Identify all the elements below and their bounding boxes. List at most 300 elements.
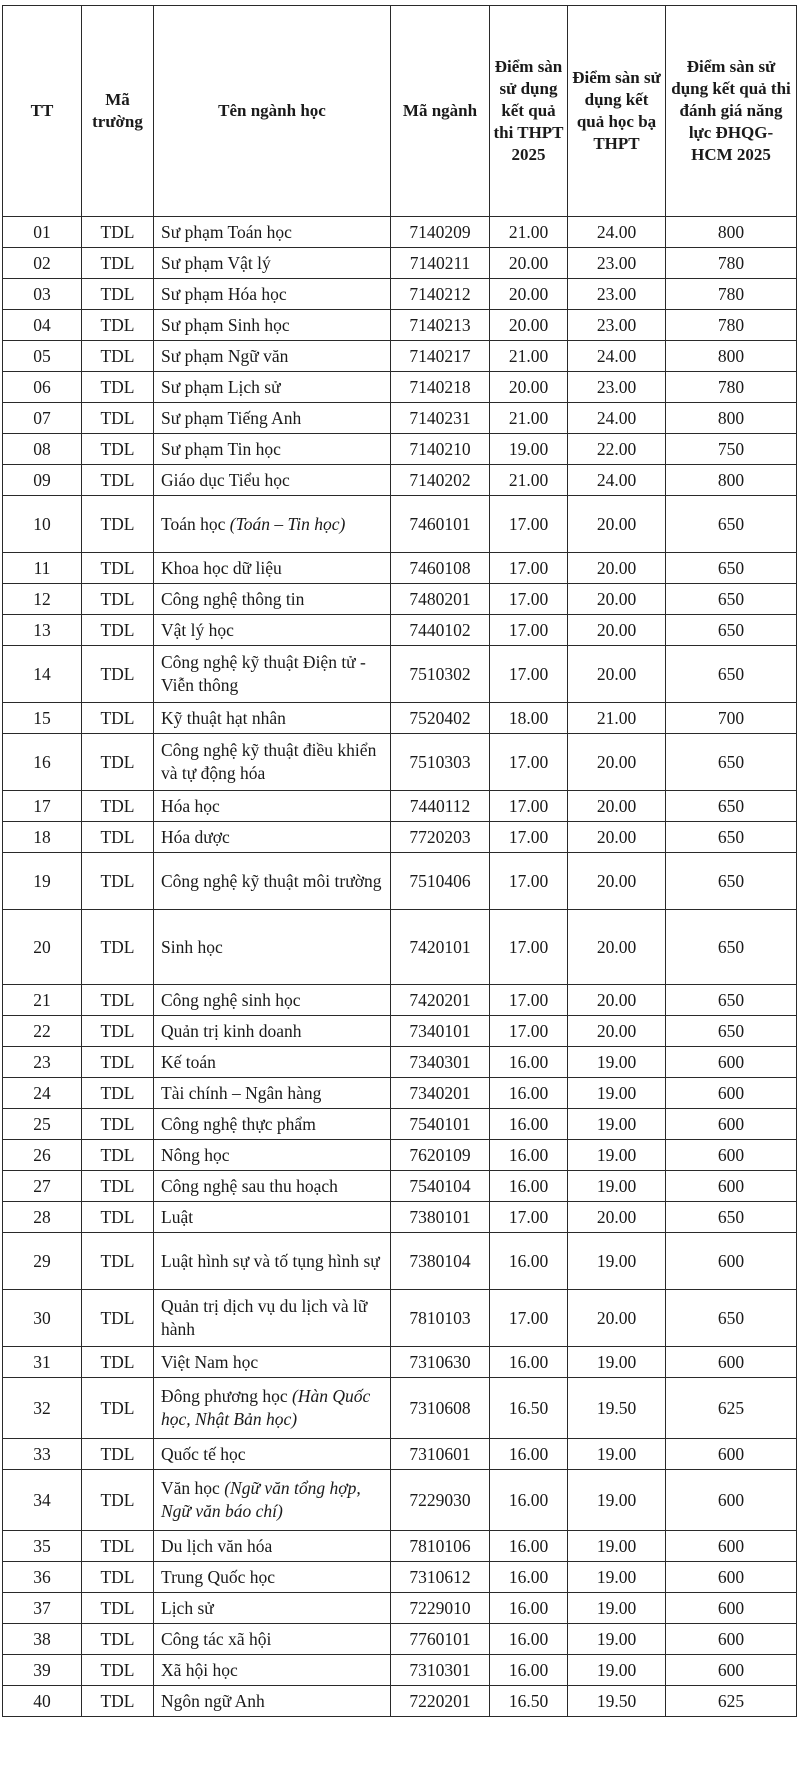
cell-score-dgnl: 650 xyxy=(666,853,797,910)
cell-score-dgnl: 650 xyxy=(666,822,797,853)
major-name: Sư phạm Toán học xyxy=(161,221,292,242)
cell-school-code: TDL xyxy=(82,310,154,341)
major-name: Đông phương học xyxy=(161,1386,293,1406)
cell-score-thpt: 16.00 xyxy=(490,1047,568,1078)
cell-major-code: 7420201 xyxy=(391,985,490,1016)
table-row xyxy=(3,1686,797,1717)
cell-major-name xyxy=(154,1290,391,1347)
cell-tt: 26 xyxy=(3,1140,82,1171)
cell-major-name xyxy=(154,248,391,279)
cell-score-thpt: 16.00 xyxy=(490,1171,568,1202)
cell-school-code: TDL xyxy=(82,1686,154,1717)
cell-major-name xyxy=(154,341,391,372)
major-name: Vật lý học xyxy=(161,619,234,640)
cell-score-thpt: 17.00 xyxy=(490,646,568,703)
cell-school-code: TDL xyxy=(82,372,154,403)
cell-major-code: 7620109 xyxy=(391,1140,490,1171)
cell-score-dgnl: 650 xyxy=(666,985,797,1016)
table-row xyxy=(3,1290,797,1347)
cell-score-hocba: 24.00 xyxy=(568,217,666,248)
cell-tt: 05 xyxy=(3,341,82,372)
major-name: Việt Nam học xyxy=(161,1351,259,1372)
cell-major-name xyxy=(154,310,391,341)
cell-score-thpt: 16.00 xyxy=(490,1439,568,1470)
cell-score-thpt: 20.00 xyxy=(490,279,568,310)
cell-score-dgnl: 600 xyxy=(666,1562,797,1593)
cell-score-dgnl: 650 xyxy=(666,496,797,553)
major-name: Nông học xyxy=(161,1144,230,1165)
cell-score-dgnl: 600 xyxy=(666,1655,797,1686)
cell-tt: 21 xyxy=(3,985,82,1016)
cell-major-name xyxy=(154,279,391,310)
cell-score-dgnl: 600 xyxy=(666,1470,797,1531)
cell-major-code: 7460108 xyxy=(391,553,490,584)
cell-score-hocba: 20.00 xyxy=(568,1202,666,1233)
cell-major-code: 7340301 xyxy=(391,1047,490,1078)
cell-major-name xyxy=(154,1624,391,1655)
table-row xyxy=(3,1624,797,1655)
table-row xyxy=(3,853,797,910)
major-name: Sư phạm Lịch sử xyxy=(161,376,281,397)
major-name: Luật xyxy=(161,1206,194,1227)
table-row xyxy=(3,403,797,434)
cell-score-thpt: 16.00 xyxy=(490,1531,568,1562)
cell-score-thpt: 19.00 xyxy=(490,434,568,465)
cell-score-hocba: 20.00 xyxy=(568,1016,666,1047)
cell-score-dgnl: 780 xyxy=(666,248,797,279)
major-name: Công nghệ kỹ thuật điều khiển và tự động hóa xyxy=(161,740,377,783)
cell-score-dgnl: 650 xyxy=(666,791,797,822)
cell-score-hocba: 21.00 xyxy=(568,703,666,734)
cell-score-thpt: 17.00 xyxy=(490,553,568,584)
cell-score-hocba: 23.00 xyxy=(568,372,666,403)
cell-school-code: TDL xyxy=(82,1290,154,1347)
cell-tt: 23 xyxy=(3,1047,82,1078)
cell-major-code: 7140210 xyxy=(391,434,490,465)
cell-major-name xyxy=(154,1233,391,1290)
cell-tt: 19 xyxy=(3,853,82,910)
cell-major-code: 7229010 xyxy=(391,1593,490,1624)
cell-major-name xyxy=(154,1202,391,1233)
cell-school-code: TDL xyxy=(82,646,154,703)
cell-score-thpt: 17.00 xyxy=(490,910,568,985)
cell-major-code: 7140212 xyxy=(391,279,490,310)
cell-school-code: TDL xyxy=(82,734,154,791)
cell-major-name xyxy=(154,403,391,434)
table-row xyxy=(3,1439,797,1470)
cell-tt: 30 xyxy=(3,1290,82,1347)
cell-score-hocba: 24.00 xyxy=(568,465,666,496)
cell-score-dgnl: 800 xyxy=(666,465,797,496)
cell-tt: 32 xyxy=(3,1378,82,1439)
cell-school-code: TDL xyxy=(82,217,154,248)
cell-school-code: TDL xyxy=(82,1624,154,1655)
cell-school-code: TDL xyxy=(82,1593,154,1624)
cell-major-name xyxy=(154,1562,391,1593)
cell-tt: 10 xyxy=(3,496,82,553)
table-row xyxy=(3,341,797,372)
cell-major-name xyxy=(154,1470,391,1531)
major-name: Luật hình sự và tố tụng hình sự xyxy=(161,1250,380,1271)
cell-major-code: 7340101 xyxy=(391,1016,490,1047)
cell-score-dgnl: 780 xyxy=(666,279,797,310)
cell-school-code: TDL xyxy=(82,985,154,1016)
cell-score-thpt: 16.00 xyxy=(490,1655,568,1686)
cell-school-code: TDL xyxy=(82,1655,154,1686)
cell-score-hocba: 23.00 xyxy=(568,310,666,341)
cell-school-code: TDL xyxy=(82,822,154,853)
cell-major-name xyxy=(154,1347,391,1378)
cell-tt: 15 xyxy=(3,703,82,734)
cell-major-code: 7510406 xyxy=(391,853,490,910)
cell-school-code: TDL xyxy=(82,1439,154,1470)
cell-major-name xyxy=(154,372,391,403)
cell-score-thpt: 16.00 xyxy=(490,1593,568,1624)
cell-score-hocba: 20.00 xyxy=(568,646,666,703)
cell-score-dgnl: 600 xyxy=(666,1624,797,1655)
cell-major-name xyxy=(154,553,391,584)
cell-score-thpt: 17.00 xyxy=(490,822,568,853)
major-name: Giáo dục Tiểu học xyxy=(161,469,290,490)
cell-major-code: 7140218 xyxy=(391,372,490,403)
header-diem-dgnl: Điểm sàn sử dụng kết quả thi đánh giá năng lực ĐHQG-HCM 2025 xyxy=(666,6,797,217)
major-name: Quản trị dịch vụ du lịch và lữ hành xyxy=(161,1296,368,1339)
cell-major-code: 7720203 xyxy=(391,822,490,853)
cell-major-name xyxy=(154,1140,391,1171)
cell-major-code: 7540104 xyxy=(391,1171,490,1202)
cell-score-dgnl: 600 xyxy=(666,1078,797,1109)
cell-tt: 38 xyxy=(3,1624,82,1655)
cell-major-code: 7380104 xyxy=(391,1233,490,1290)
cell-school-code: TDL xyxy=(82,553,154,584)
major-note: (Toán – Tin học) xyxy=(229,513,346,534)
cell-school-code: TDL xyxy=(82,341,154,372)
cell-major-code: 7810103 xyxy=(391,1290,490,1347)
cell-score-dgnl: 600 xyxy=(666,1047,797,1078)
table-row xyxy=(3,584,797,615)
cell-score-hocba: 19.00 xyxy=(568,1171,666,1202)
major-name: Sư phạm Ngữ văn xyxy=(161,345,289,366)
major-name: Tài chính – Ngân hàng xyxy=(161,1082,322,1103)
cell-major-code: 7310601 xyxy=(391,1439,490,1470)
major-name: Ngôn ngữ Anh xyxy=(161,1690,265,1711)
cell-score-hocba: 20.00 xyxy=(568,615,666,646)
table-row xyxy=(3,1347,797,1378)
cell-score-thpt: 17.00 xyxy=(490,985,568,1016)
cell-score-thpt: 20.00 xyxy=(490,248,568,279)
cell-major-name xyxy=(154,1378,391,1439)
cell-score-dgnl: 800 xyxy=(666,403,797,434)
major-name: Khoa học dữ liệu xyxy=(161,557,282,578)
major-name: Quản trị kinh doanh xyxy=(161,1020,302,1041)
cell-score-thpt: 17.00 xyxy=(490,1202,568,1233)
cell-score-thpt: 16.00 xyxy=(490,1078,568,1109)
cell-school-code: TDL xyxy=(82,703,154,734)
cell-major-name xyxy=(154,703,391,734)
table-row xyxy=(3,703,797,734)
cell-score-hocba: 24.00 xyxy=(568,341,666,372)
cell-score-thpt: 16.00 xyxy=(490,1233,568,1290)
cell-major-name xyxy=(154,496,391,553)
cell-school-code: TDL xyxy=(82,279,154,310)
cell-tt: 37 xyxy=(3,1593,82,1624)
major-name: Toán học xyxy=(161,513,230,534)
table-row xyxy=(3,496,797,553)
table-row xyxy=(3,822,797,853)
cell-score-dgnl: 800 xyxy=(666,341,797,372)
cell-tt: 20 xyxy=(3,910,82,985)
cell-tt: 28 xyxy=(3,1202,82,1233)
cell-major-code: 7440102 xyxy=(391,615,490,646)
cell-score-dgnl: 625 xyxy=(666,1378,797,1439)
cell-score-dgnl: 600 xyxy=(666,1233,797,1290)
cell-score-hocba: 19.00 xyxy=(568,1531,666,1562)
major-name: Công nghệ thông tin xyxy=(161,588,305,609)
cell-major-name xyxy=(154,646,391,703)
cell-tt: 29 xyxy=(3,1233,82,1290)
header-ma-nganh: Mã ngành xyxy=(391,6,490,217)
cell-tt: 13 xyxy=(3,615,82,646)
cell-major-name xyxy=(154,1686,391,1717)
cell-school-code: TDL xyxy=(82,496,154,553)
cell-school-code: TDL xyxy=(82,434,154,465)
table-row xyxy=(3,1109,797,1140)
cell-score-thpt: 21.00 xyxy=(490,465,568,496)
table-row xyxy=(3,279,797,310)
header-ten-nganh: Tên ngành học xyxy=(154,6,391,217)
table-row xyxy=(3,1047,797,1078)
table-row xyxy=(3,248,797,279)
cell-major-name xyxy=(154,985,391,1016)
cell-score-thpt: 21.00 xyxy=(490,403,568,434)
cell-major-name xyxy=(154,615,391,646)
cell-score-dgnl: 600 xyxy=(666,1439,797,1470)
cell-tt: 04 xyxy=(3,310,82,341)
admission-score-table xyxy=(2,5,797,1717)
cell-major-name xyxy=(154,1109,391,1140)
table-row xyxy=(3,1078,797,1109)
cell-major-code: 7510303 xyxy=(391,734,490,791)
major-name: Lịch sử xyxy=(161,1597,214,1618)
cell-score-dgnl: 650 xyxy=(666,1290,797,1347)
cell-score-dgnl: 800 xyxy=(666,217,797,248)
cell-score-hocba: 20.00 xyxy=(568,1290,666,1347)
cell-score-dgnl: 600 xyxy=(666,1109,797,1140)
cell-score-dgnl: 750 xyxy=(666,434,797,465)
major-name: Du lịch văn hóa xyxy=(161,1535,273,1556)
cell-major-code: 7480201 xyxy=(391,584,490,615)
cell-score-hocba: 19.00 xyxy=(568,1109,666,1140)
cell-school-code: TDL xyxy=(82,1470,154,1531)
cell-tt: 34 xyxy=(3,1470,82,1531)
table-row xyxy=(3,1140,797,1171)
cell-tt: 39 xyxy=(3,1655,82,1686)
cell-score-thpt: 20.00 xyxy=(490,372,568,403)
cell-score-thpt: 16.00 xyxy=(490,1562,568,1593)
cell-score-thpt: 16.50 xyxy=(490,1686,568,1717)
cell-score-dgnl: 650 xyxy=(666,615,797,646)
cell-major-code: 7310612 xyxy=(391,1562,490,1593)
cell-score-thpt: 16.00 xyxy=(490,1470,568,1531)
cell-tt: 17 xyxy=(3,791,82,822)
major-name: Công nghệ thực phẩm xyxy=(161,1113,316,1134)
cell-score-dgnl: 780 xyxy=(666,310,797,341)
cell-score-hocba: 19.00 xyxy=(568,1233,666,1290)
header-row xyxy=(3,6,797,217)
major-name: Sư phạm Hóa học xyxy=(161,283,287,304)
major-name: Công nghệ sinh học xyxy=(161,989,301,1010)
cell-major-code: 7310301 xyxy=(391,1655,490,1686)
cell-school-code: TDL xyxy=(82,1233,154,1290)
cell-tt: 03 xyxy=(3,279,82,310)
table-row xyxy=(3,1016,797,1047)
cell-major-name xyxy=(154,1439,391,1470)
cell-score-dgnl: 650 xyxy=(666,553,797,584)
cell-major-name xyxy=(154,1593,391,1624)
cell-major-code: 7420101 xyxy=(391,910,490,985)
major-name: Sư phạm Tiếng Anh xyxy=(161,407,302,428)
cell-tt: 11 xyxy=(3,553,82,584)
cell-major-code: 7460101 xyxy=(391,496,490,553)
major-name: Xã hội học xyxy=(161,1659,238,1680)
cell-score-hocba: 19.00 xyxy=(568,1078,666,1109)
table-row xyxy=(3,1233,797,1290)
cell-tt: 16 xyxy=(3,734,82,791)
cell-score-dgnl: 600 xyxy=(666,1140,797,1171)
cell-score-hocba: 20.00 xyxy=(568,553,666,584)
table-row xyxy=(3,1202,797,1233)
cell-score-hocba: 19.00 xyxy=(568,1470,666,1531)
cell-score-dgnl: 650 xyxy=(666,646,797,703)
cell-score-thpt: 21.00 xyxy=(490,341,568,372)
table-row xyxy=(3,372,797,403)
cell-school-code: TDL xyxy=(82,1078,154,1109)
major-name: Trung Quốc học xyxy=(161,1566,276,1587)
cell-score-dgnl: 780 xyxy=(666,372,797,403)
major-name: Sư phạm Sinh học xyxy=(161,314,290,335)
major-name: Sư phạm Tin học xyxy=(161,438,281,459)
cell-score-hocba: 19.00 xyxy=(568,1347,666,1378)
cell-major-code: 7520402 xyxy=(391,703,490,734)
cell-major-code: 7140231 xyxy=(391,403,490,434)
cell-score-hocba: 19.50 xyxy=(568,1686,666,1717)
major-name: Công nghệ kỹ thuật môi trường xyxy=(161,870,382,891)
cell-score-dgnl: 700 xyxy=(666,703,797,734)
cell-major-code: 7380101 xyxy=(391,1202,490,1233)
cell-score-thpt: 17.00 xyxy=(490,584,568,615)
table-row xyxy=(3,217,797,248)
cell-score-thpt: 17.00 xyxy=(490,734,568,791)
cell-school-code: TDL xyxy=(82,403,154,434)
cell-score-hocba: 20.00 xyxy=(568,584,666,615)
cell-score-hocba: 22.00 xyxy=(568,434,666,465)
major-name: Công nghệ kỹ thuật Điện tử - Viễn thông xyxy=(161,652,366,695)
cell-score-hocba: 23.00 xyxy=(568,279,666,310)
cell-score-hocba: 24.00 xyxy=(568,403,666,434)
cell-score-thpt: 16.00 xyxy=(490,1624,568,1655)
table-row xyxy=(3,1562,797,1593)
cell-tt: 14 xyxy=(3,646,82,703)
major-name: Văn học xyxy=(161,1478,225,1498)
cell-school-code: TDL xyxy=(82,853,154,910)
cell-score-thpt: 16.00 xyxy=(490,1140,568,1171)
major-name: Hóa học xyxy=(161,795,220,816)
cell-school-code: TDL xyxy=(82,615,154,646)
cell-score-dgnl: 600 xyxy=(666,1171,797,1202)
table-row xyxy=(3,1531,797,1562)
cell-major-code: 7440112 xyxy=(391,791,490,822)
major-name: Sư phạm Vật lý xyxy=(161,252,271,273)
cell-major-name xyxy=(154,1531,391,1562)
cell-tt: 01 xyxy=(3,217,82,248)
table-row xyxy=(3,791,797,822)
header-diem-hocba: Điểm sàn sử dụng kết quả học bạ THPT xyxy=(568,6,666,217)
cell-school-code: TDL xyxy=(82,791,154,822)
cell-major-name xyxy=(154,1078,391,1109)
cell-score-thpt: 20.00 xyxy=(490,310,568,341)
cell-school-code: TDL xyxy=(82,1171,154,1202)
cell-major-name xyxy=(154,1047,391,1078)
table-row xyxy=(3,1171,797,1202)
table-body xyxy=(3,217,797,1717)
cell-school-code: TDL xyxy=(82,584,154,615)
cell-school-code: TDL xyxy=(82,1562,154,1593)
table-row xyxy=(3,734,797,791)
cell-score-dgnl: 600 xyxy=(666,1531,797,1562)
cell-score-thpt: 17.00 xyxy=(490,615,568,646)
cell-score-thpt: 21.00 xyxy=(490,217,568,248)
major-name: Hóa dược xyxy=(161,826,230,847)
major-name: Sinh học xyxy=(161,936,223,957)
major-name: Kế toán xyxy=(161,1051,216,1072)
cell-school-code: TDL xyxy=(82,1109,154,1140)
cell-score-thpt: 17.00 xyxy=(490,1290,568,1347)
cell-score-hocba: 19.00 xyxy=(568,1439,666,1470)
cell-score-hocba: 20.00 xyxy=(568,791,666,822)
major-name: Công nghệ sau thu hoạch xyxy=(161,1175,338,1196)
table-row xyxy=(3,910,797,985)
cell-major-name xyxy=(154,1016,391,1047)
cell-tt: 12 xyxy=(3,584,82,615)
cell-major-name xyxy=(154,217,391,248)
cell-major-code: 7810106 xyxy=(391,1531,490,1562)
cell-score-hocba: 19.00 xyxy=(568,1047,666,1078)
table-row xyxy=(3,310,797,341)
header-tt: TT xyxy=(3,6,82,217)
cell-major-name xyxy=(154,791,391,822)
table-row xyxy=(3,615,797,646)
cell-score-thpt: 18.00 xyxy=(490,703,568,734)
table-row xyxy=(3,1655,797,1686)
cell-score-thpt: 17.00 xyxy=(490,853,568,910)
cell-tt: 07 xyxy=(3,403,82,434)
cell-major-code: 7140209 xyxy=(391,217,490,248)
cell-tt: 09 xyxy=(3,465,82,496)
cell-score-dgnl: 625 xyxy=(666,1686,797,1717)
cell-major-code: 7540101 xyxy=(391,1109,490,1140)
major-name: Công tác xã hội xyxy=(161,1628,272,1649)
cell-school-code: TDL xyxy=(82,1531,154,1562)
cell-major-code: 7140213 xyxy=(391,310,490,341)
cell-score-dgnl: 650 xyxy=(666,1016,797,1047)
table-row xyxy=(3,1378,797,1439)
cell-school-code: TDL xyxy=(82,465,154,496)
cell-score-hocba: 23.00 xyxy=(568,248,666,279)
cell-score-thpt: 17.00 xyxy=(490,791,568,822)
cell-major-code: 7310608 xyxy=(391,1378,490,1439)
table-row xyxy=(3,434,797,465)
cell-major-name xyxy=(154,734,391,791)
